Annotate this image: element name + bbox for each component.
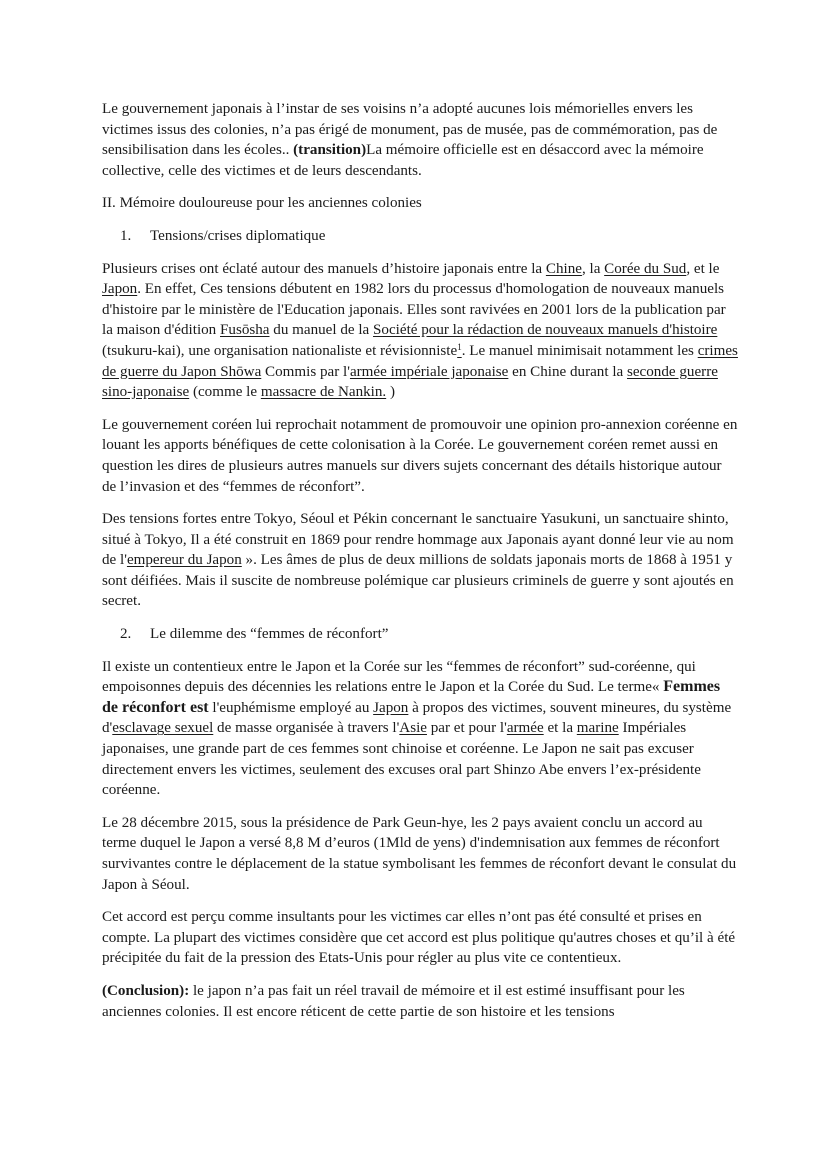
- text: par et pour l': [426, 720, 507, 737]
- text: Impériales japonaises, une grande part de ces femmes sont chinoise et coréenne. Le Japon ne sait pas excuser directement envers les victimes, seulement des excuses oral part Shinzo Abe envers l’ex-présidente coréenne.: [102, 720, 701, 799]
- subsection-title: Le dilemme des “femmes de réconfort”: [150, 626, 389, 643]
- text: (tsukuru-kai), une organisation nationaliste et révisionniste: [102, 342, 458, 359]
- link-coree-du-sud[interactable]: Corée du Sud: [604, 260, 687, 277]
- text: en Chine durant la: [508, 363, 627, 380]
- text: ». Les âmes de plus de deux millions de soldats japonais morts de 1868 à 1951 y sont déifiées. Mais il suscite de nombreuse polémique car plusieurs criminels de guerre y sont ajoutés en secret.: [102, 552, 734, 610]
- paragraph-textbook-crises: [102, 259, 738, 403]
- link-crimes-de-guerre[interactable]: crimes de guerre du Japon Shōwa: [102, 342, 738, 380]
- link-esclavage-sexuel[interactable]: esclavage sexuel: [112, 720, 214, 737]
- paragraph-intro: [102, 99, 738, 181]
- subsection-heading-1: [102, 226, 738, 247]
- text: l'euphémisme employé au: [208, 699, 374, 716]
- text: (comme le: [189, 384, 261, 401]
- footnote-marker[interactable]: 1: [457, 341, 462, 352]
- text: ): [386, 384, 395, 401]
- link-seconde-guerre[interactable]: seconde guerre sino-japonaise: [102, 363, 718, 401]
- paragraph-comfort-women: [102, 657, 738, 801]
- text: , et le: [686, 260, 720, 277]
- text: . En effet, Ces tensions débutent en 1982 lors du processus d'homologation de nouveaux manuels d'histoire par le ministère de l'Education japonais. Elles sont ravivées en 2001 lors de la publication par la maison d'édition: [102, 281, 726, 339]
- link-armee-imperiale[interactable]: armée impériale japonaise: [349, 363, 509, 380]
- link-empereur-du-japon[interactable]: empereur du Japon: [126, 552, 242, 569]
- subsection-heading-2: [102, 624, 738, 645]
- paragraph-yasukuni: [102, 509, 738, 612]
- intro-text: Le gouvernement japonais à l’instar de ses voisins n’a adopté aucunes lois mémorielles envers les victimes issus des colonies, n’a pas érigé de monument, pas de musée, pas de commémoration, pas de sensibilisation dans les écoles..: [102, 101, 718, 159]
- intro-text-continued: La mémoire officielle est en désaccord avec la mémoire collective, celle des victimes et de leurs descendants.: [102, 142, 704, 179]
- subsection-title: Tensions/crises diplomatique: [150, 227, 326, 244]
- paragraph-agreement-perception: Cet accord est perçu comme insultants pour les victimes car elles n’ont pas été consulté et prises en compte. La plupart des victimes considère que cet accord est plus politique qu'autres choses et qu’il à été précipitée du fait de la pression des Etats-Unis pour régler au plus vite ce contentieux.: [102, 909, 736, 967]
- text: Il existe un contentieux entre le Japon et la Corée sur les “femmes de réconfort” sud-coréenne, qui empoisonnes depuis des décennies les relations entre le Japon et la Corée du Sud. Le terme«: [102, 658, 696, 696]
- conclusion-text: le japon n’a pas fait un réel travail de mémoire et il est estimé insuffisant pour les anciennes colonies. Il est encore réticent de cette partie de son histoire et les tensions: [102, 982, 685, 1020]
- transition-label: (transition): [293, 142, 367, 159]
- link-marine[interactable]: marine: [576, 720, 619, 737]
- link-fusosha[interactable]: Fusōsha: [220, 322, 270, 339]
- text: Plusieurs crises ont éclaté autour des manuels d’histoire japonais entre la: [102, 260, 546, 277]
- text: du manuel de la: [269, 322, 374, 339]
- text: de masse organisée à travers l': [213, 720, 400, 737]
- text: . Le manuel minimisait notamment les: [461, 342, 698, 359]
- subsection-number: 2.: [120, 626, 132, 643]
- section-heading: II. Mémoire douloureuse pour les anciennes colonies: [102, 195, 422, 212]
- text: Commis par l': [261, 363, 350, 380]
- paragraph-conclusion: [102, 981, 738, 1022]
- text: , la: [581, 260, 605, 277]
- link-chine[interactable]: Chine: [545, 260, 582, 277]
- link-japon[interactable]: Japon: [102, 281, 138, 298]
- link-japon[interactable]: Japon: [373, 699, 409, 716]
- link-asie[interactable]: Asie: [399, 720, 427, 737]
- text: et la: [543, 720, 577, 737]
- subsection-number: 1.: [120, 227, 132, 244]
- conclusion-label: (Conclusion):: [102, 982, 190, 999]
- text: Des tensions fortes entre Tokyo, Séoul et Pékin concernant le sanctuaire Yasukuni, un sanctuaire shinto, situé à Tokyo, Il a été construit en 1869 pour rendre hommage aux Japonais ayant donné leur vie au nom de l': [102, 511, 734, 569]
- bold-term: Femmes de réconfort est: [102, 678, 721, 716]
- link-massacre-nankin[interactable]: massacre de Nankin.: [260, 384, 387, 401]
- paragraph-korean-government: Le gouvernement coréen lui reprochait notamment de promouvoir une opinion pro-annexion coréenne en louant les apports bénéfiques de cette colonisation à la Corée. Le gouvernement coréen remet aussi en question les dires de plusieurs autres manuels sur divers sujets concernant des détails historique autour de l’invasion et des “femmes de réconfort”.: [102, 416, 738, 495]
- link-armee[interactable]: armée: [506, 720, 544, 737]
- link-societe-redaction[interactable]: Société pour la rédaction de nouveaux manuels d'histoire: [373, 322, 718, 339]
- text: à propos des victimes, souvent mineures, du système d': [102, 699, 732, 737]
- paragraph-agreement-2015: Le 28 décembre 2015, sous la présidence de Park Geun-hye, les 2 pays avaient conclu un accord au terme duquel le Japon a versé 8,8 M d’euros (1Mld de yens) d'indemnisation aux femmes de réconfort survivantes contre le déplacement de la statue symbolisant les femmes de réconfort devant le consulat du Japon à Séoul.: [102, 814, 737, 893]
